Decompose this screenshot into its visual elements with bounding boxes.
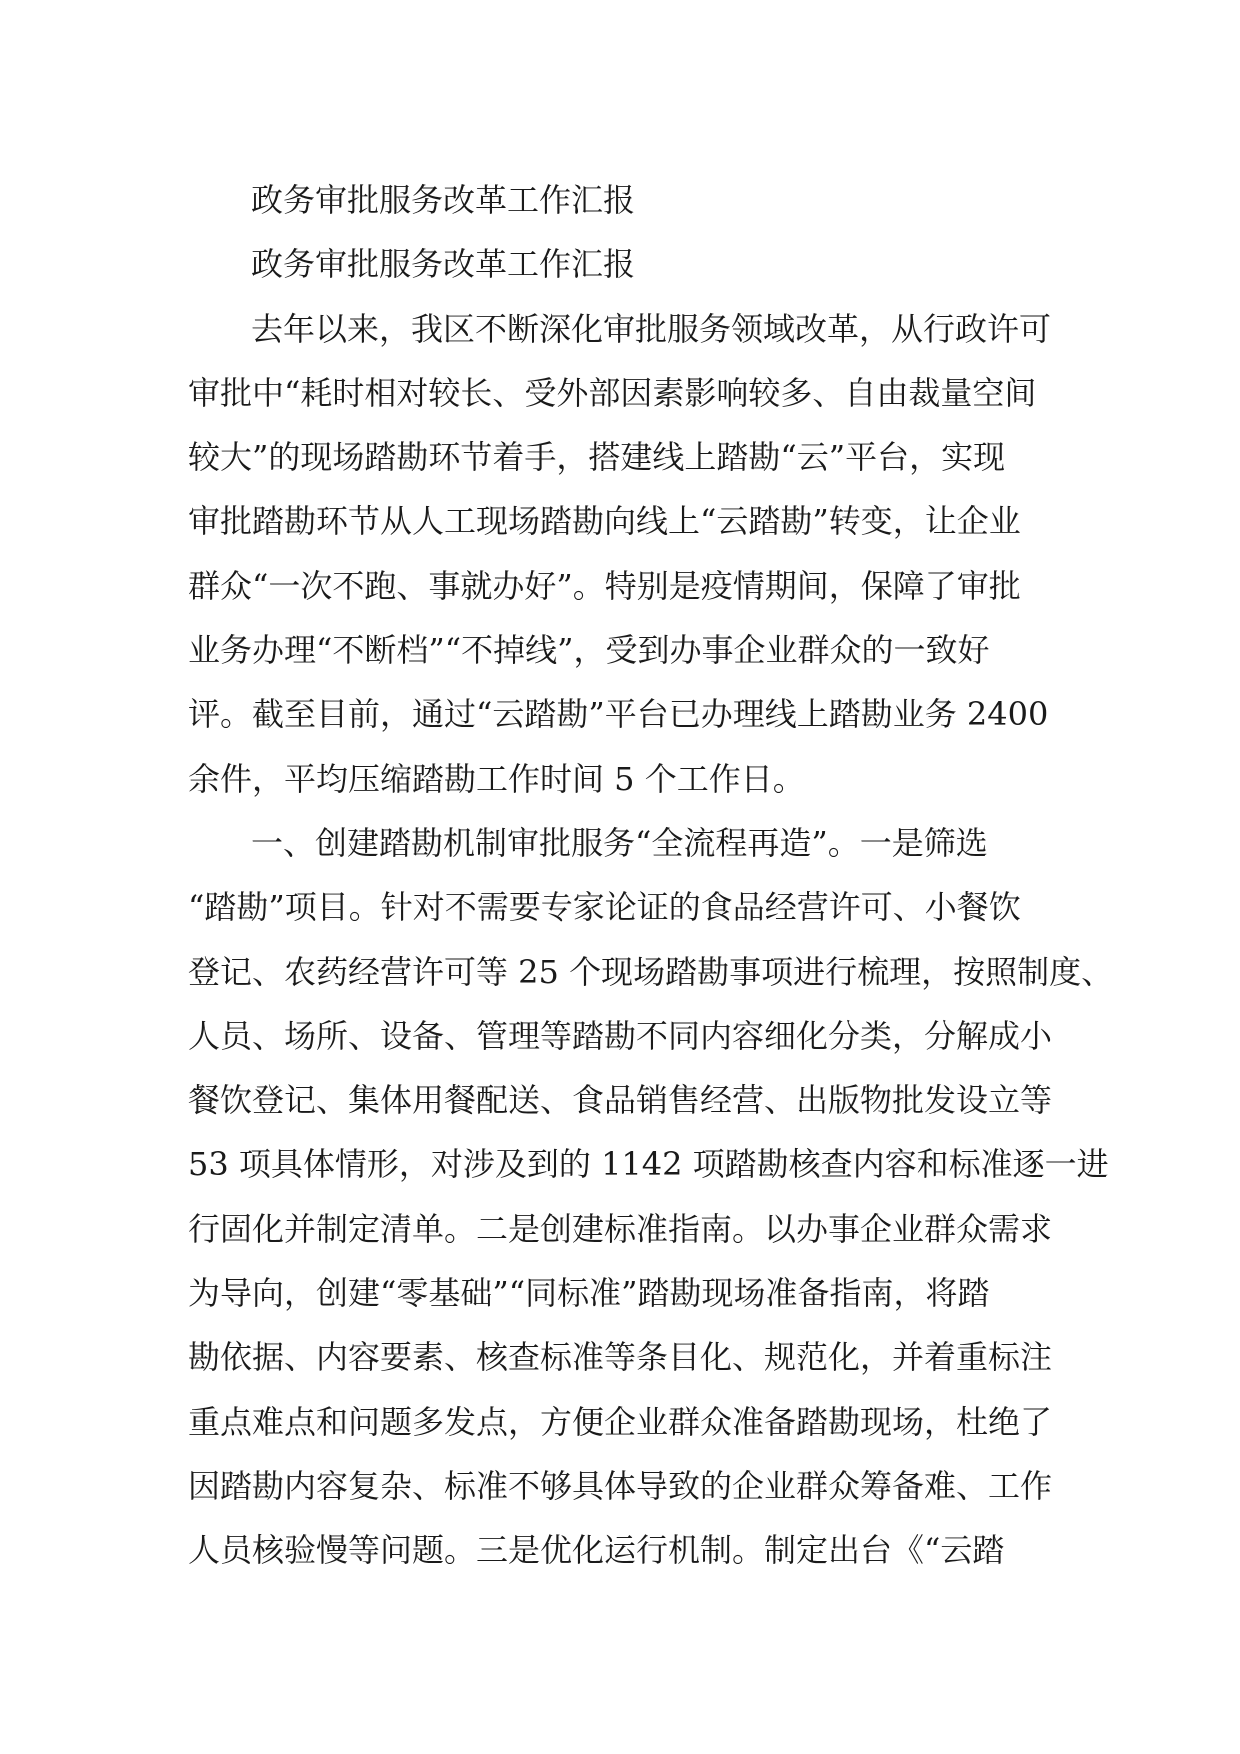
paragraph-line: “踏勘”项目。针对不需要专家论证的食品经营许可、小餐饮 [188, 888, 1021, 927]
paragraph-line: 行固化并制定清单。二是创建标准指南。以办事企业群众需求 [188, 1209, 1053, 1248]
paragraph-line: 53 项具体情形，对涉及到的 1142 项踏勘核查内容和标准逐一进 [188, 1145, 1109, 1184]
paragraph-line: 登记、农药经营许可等 25 个现场踏勘事项进行梳理，按照制度、 [188, 952, 1114, 991]
paragraph-line: 群众“一次不跑、事就办好”。特别是疫情期间，保障了审批 [188, 566, 1021, 605]
paragraph-line: 一、创建踏勘机制审批服务“全流程再造”。一是筛选 [251, 823, 988, 862]
paragraph-line: 余件，平均压缩踏勘工作时间 5 个工作日。 [188, 759, 805, 798]
paragraph-line: 审批踏勘环节从人工现场踏勘向线上“云踏勘”转变，让企业 [188, 502, 1021, 541]
paragraph-line: 重点难点和问题多发点，方便企业群众准备踏勘现场，杜绝了 [188, 1402, 1053, 1441]
paragraph-line: 去年以来，我区不断深化审批服务领域改革，从行政许可 [251, 309, 1052, 348]
paragraph-line: 餐饮登记、集体用餐配送、食品销售经营、出版物批发设立等 [188, 1081, 1053, 1120]
paragraph-section-one [188, 811, 1114, 1583]
paragraph-line: 较大”的现场踏勘环节着手，搭建线上踏勘“云”平台，实现 [188, 438, 1006, 477]
document-subtitle: 政务审批服务改革工作汇报 [251, 245, 636, 284]
paragraph-line: 人员核验慢等问题。三是优化运行机制。制定出台《“云踏 [188, 1531, 1005, 1570]
paragraph-intro [188, 297, 1058, 811]
paragraph-line: 人员、场所、设备、管理等踏勘不同内容细化分类，分解成小 [188, 1016, 1053, 1055]
paragraph-line: 审批中“耗时相对较长、受外部因素影响较多、自由裁量空间 [188, 373, 1037, 412]
paragraph-line: 勘依据、内容要素、核查标准等条目化、规范化，并着重标注 [188, 1338, 1053, 1377]
paragraph-line: 为导向，创建“零基础”“同标准”踏勘现场准备指南，将踏 [188, 1274, 990, 1313]
paragraph-line: 业务办理“不断档”“不掉线”，受到办事企业群众的一致好 [188, 631, 990, 670]
document-body [188, 168, 1114, 1583]
document-title: 政务审批服务改革工作汇报 [251, 181, 636, 219]
paragraph-line: 评。截至目前，通过“云踏勘”平台已办理线上踏勘业务 2400 [188, 695, 1049, 734]
paragraph-line: 因踏勘内容复杂、标准不够具体导致的企业群众筹备难、工作 [188, 1466, 1053, 1505]
